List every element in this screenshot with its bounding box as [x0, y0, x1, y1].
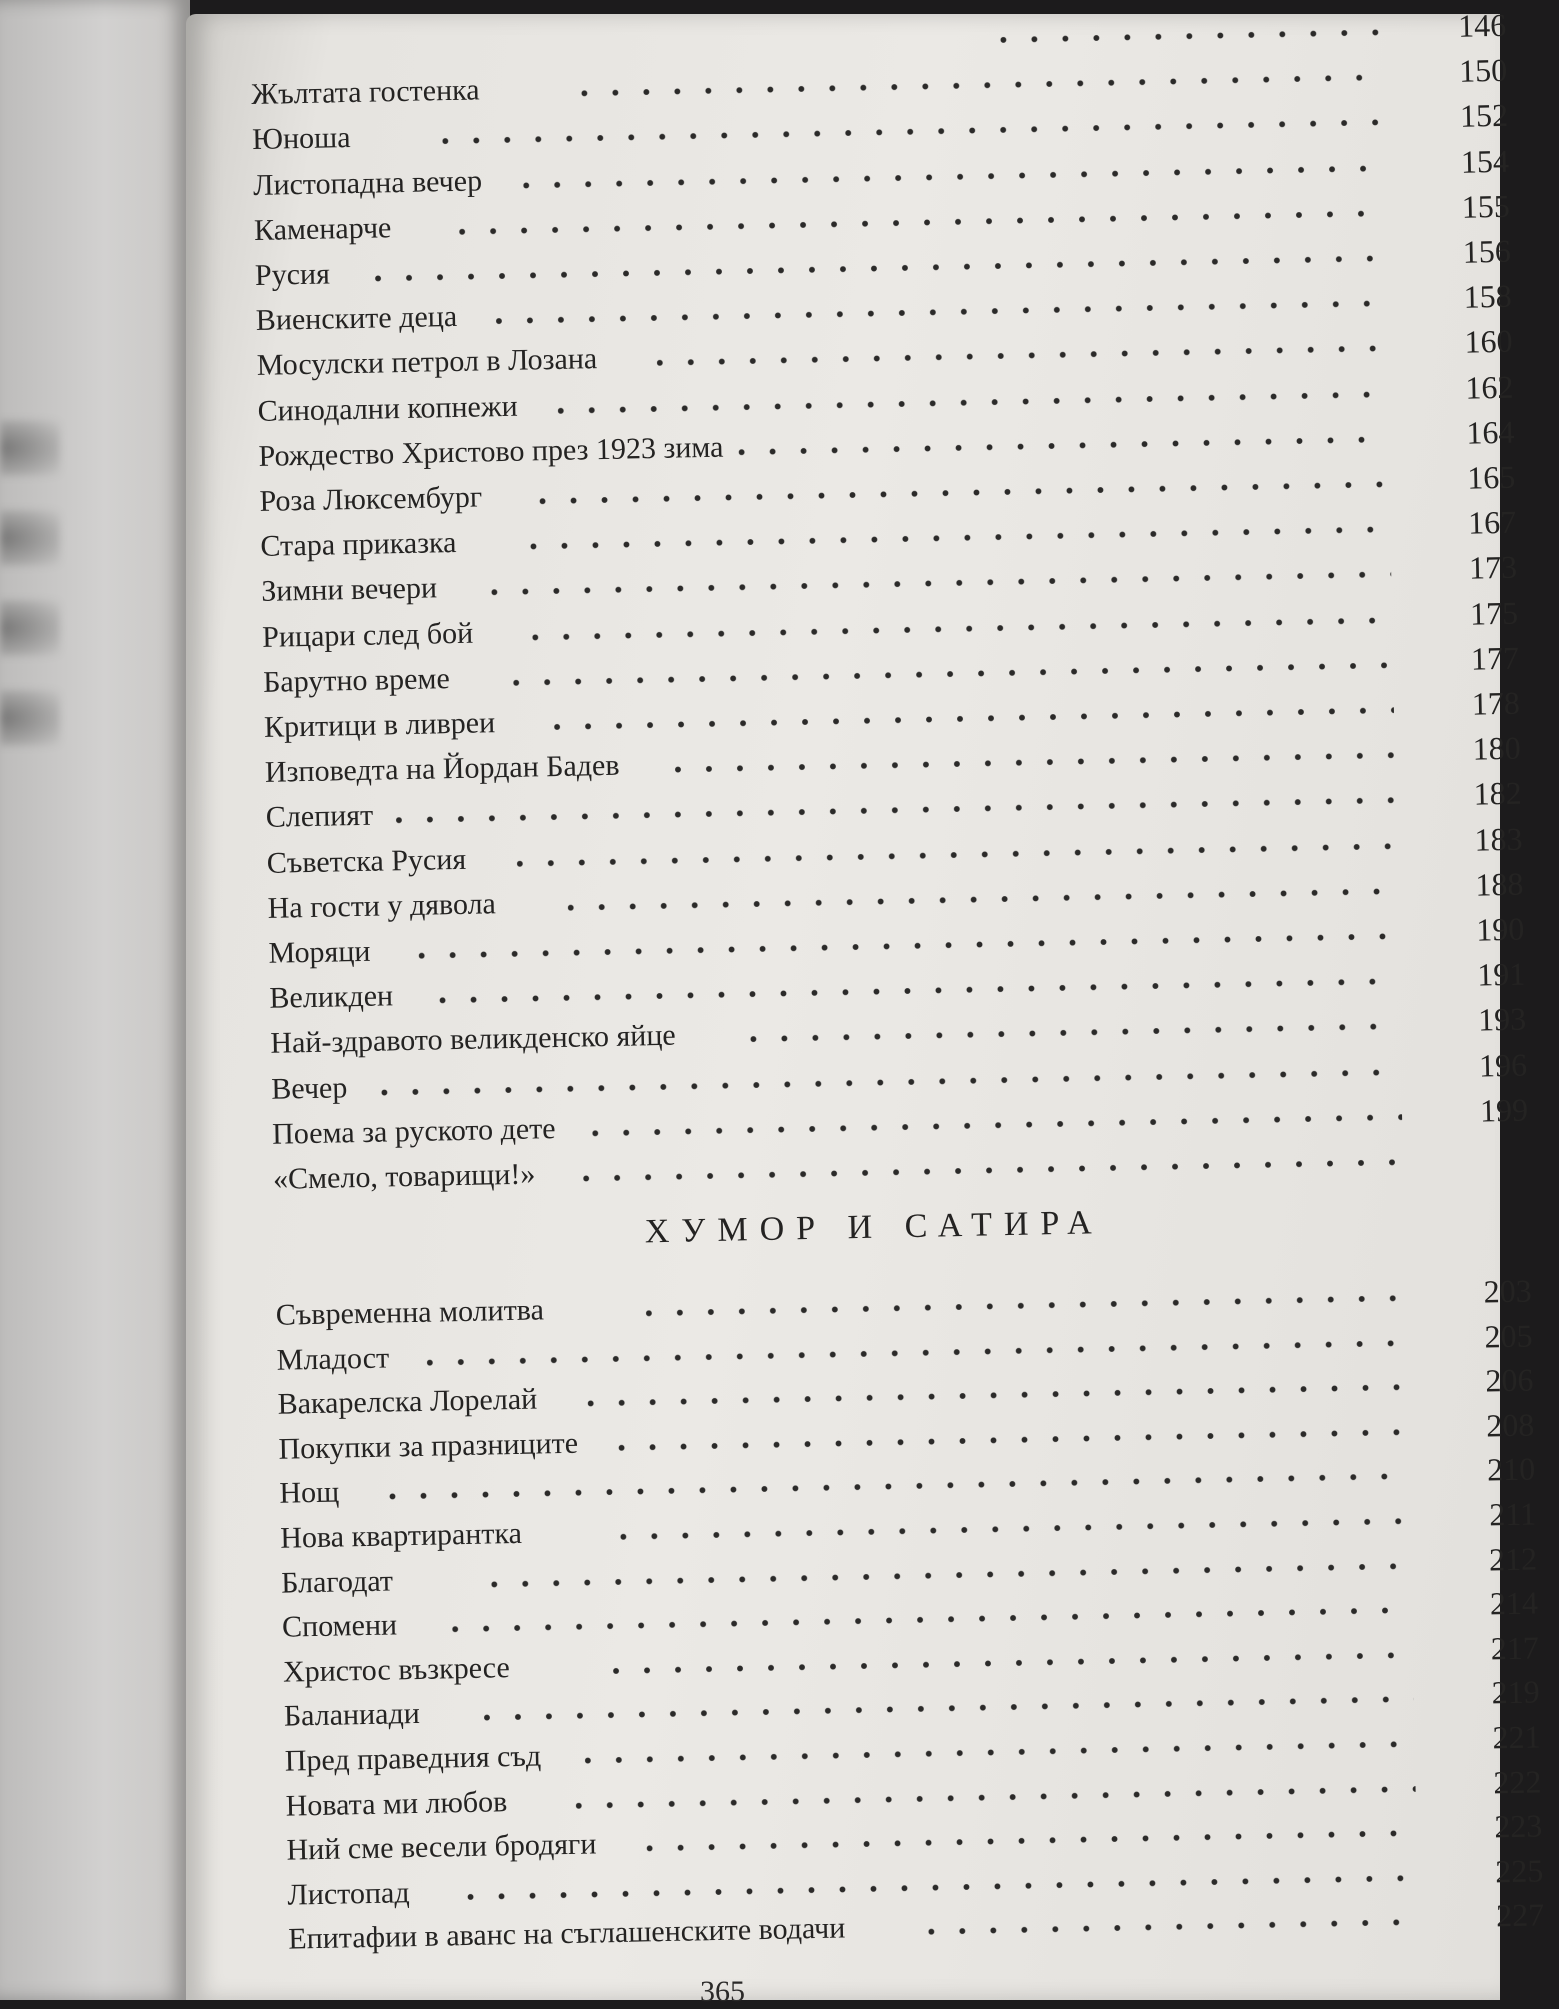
dot-leader [558, 391, 1388, 414]
toc-entry-title: «Смело, товарищи!» [272, 1157, 536, 1196]
toc-entry-page: 219 [1491, 1673, 1541, 1711]
toc-entry-title: Барутно време [262, 661, 451, 699]
toc-entry-title: Съветска Русия [266, 842, 467, 880]
toc-entry-title: Критици в ливреи [263, 706, 496, 744]
toc-entry-title: Виенските деца [255, 300, 458, 338]
dot-leader [459, 210, 1384, 235]
dot-leader [619, 1429, 1409, 1451]
toc-entry-page: 212 [1488, 1540, 1538, 1578]
dot-leader [646, 1295, 1406, 1316]
dot-leader [592, 1114, 1402, 1136]
toc-entry-title: Моряци [268, 934, 371, 970]
toc-entry-title: Нова квартирантка [279, 1516, 523, 1555]
toc-entry-title: Юноша [251, 121, 351, 157]
dot-leader [657, 346, 1387, 367]
dot-leader [581, 74, 1381, 96]
toc-entry-page: 191 [1476, 955, 1526, 993]
toc-entry-page: 164 [1466, 413, 1515, 451]
toc-entry-page: 154 [1460, 142, 1510, 180]
dot-leader [396, 798, 1396, 824]
toc-entry-page: 225 [1494, 1852, 1544, 1890]
toc-entry-page: 162 [1465, 368, 1514, 406]
toc-entry-title: Жълтата гостенка [251, 73, 480, 112]
dot-leader [532, 617, 1392, 640]
page-number: 365 [700, 1975, 745, 2008]
toc-entry-page: 160 [1464, 323, 1513, 361]
toc-entry-title: Спомени [281, 1608, 398, 1644]
toc-entry-page: 205 [1484, 1317, 1533, 1355]
toc-entry-title: Баланиади [283, 1697, 421, 1734]
toc-entry-page [1418, 1135, 1528, 1137]
toc-entry-page: 222 [1493, 1763, 1542, 1800]
dot-leader [750, 1024, 1400, 1043]
dot-leader [375, 255, 1385, 281]
toc-entry-title: Нощ [279, 1475, 340, 1511]
toc-entry-page: 178 [1471, 684, 1521, 722]
toc-entry-title: Вечер [270, 1070, 348, 1106]
dot-leader [439, 978, 1399, 1003]
dot-leader [419, 933, 1399, 959]
toc-entry-page: 177 [1470, 639, 1520, 677]
toc-entry-page: 193 [1477, 1000, 1527, 1038]
toc-entry-page: 152 [1459, 97, 1509, 135]
right-page [186, 6, 1545, 2000]
dot-leader [467, 1875, 1417, 1900]
dot-leader [583, 1159, 1403, 1181]
left-page-print-bleed [0, 420, 60, 476]
dot-leader [523, 165, 1383, 188]
toc-entry-page: 227 [1495, 1896, 1545, 1934]
toc-entry-title: Каменарче [253, 211, 392, 247]
toc-entry-page: 183 [1474, 820, 1523, 858]
section-heading-humor-satire: ХУМОР И САТИРА [644, 1204, 1104, 1251]
toc-entry-title: Изповедта на Йордан Бадев [264, 748, 620, 790]
toc-entry-page: 165 [1466, 458, 1516, 496]
dot-leader [491, 572, 1391, 596]
toc-entry-page: 146 [1457, 6, 1507, 44]
toc-entry-page: 190 [1475, 910, 1525, 948]
toc-entry-title: Най-здравото великденско яйце [270, 1019, 676, 1061]
dot-leader [585, 1741, 1415, 1764]
toc-entry-title: Ний сме весели бродяги [286, 1827, 597, 1867]
toc-entry-page: 214 [1489, 1584, 1539, 1622]
toc-entry-page: 180 [1472, 729, 1522, 767]
dot-leader [1000, 29, 1380, 43]
toc-entry-title: Мосулски петрол в Лозана [256, 342, 598, 383]
toc-entry-title: Новата ми любов [285, 1784, 508, 1823]
left-page-print-bleed [0, 510, 60, 566]
toc-entry-title: Великден [269, 979, 394, 1015]
dot-leader [452, 1607, 1412, 1632]
toc-entry-page: 223 [1493, 1807, 1543, 1845]
dot-leader [739, 436, 1389, 455]
dot-leader [675, 752, 1395, 772]
dot-leader [539, 481, 1389, 504]
toc-entry-title: Слепият [265, 799, 374, 835]
dot-leader [381, 1069, 1401, 1095]
table-of-contents [250, 3, 1545, 1957]
left-page-print-bleed [0, 600, 60, 656]
dot-leader [517, 843, 1397, 867]
toc-entry-title: Съвременна молитва [275, 1293, 545, 1332]
toc-entry-title: Епитафии в аванс на съглашенските водачи [288, 1911, 846, 1957]
toc-entry-page: 221 [1492, 1718, 1541, 1756]
toc-entry-title: Стара приказка [260, 526, 457, 564]
toc-entry-page: 173 [1468, 549, 1518, 587]
toc-entry-page: 167 [1467, 503, 1517, 541]
toc-entry-title: Рицари след бой [261, 616, 474, 654]
dot-leader [588, 1384, 1408, 1406]
dot-leader [530, 526, 1390, 549]
toc-entry-title: Синодални копнежи [257, 389, 518, 428]
dot-leader [442, 120, 1382, 145]
dot-leader [427, 1340, 1407, 1366]
toc-entry-page: 210 [1486, 1450, 1536, 1488]
dot-leader [576, 1786, 1416, 1809]
toc-entry-page: 175 [1469, 594, 1519, 632]
toc-entry-title: Благодат [280, 1564, 394, 1600]
dot-leader [491, 1563, 1411, 1587]
toc-entry-page: 208 [1485, 1406, 1535, 1444]
toc-entry-title: На гости у дявола [267, 887, 497, 925]
toc-entry-title: Зимни вечери [260, 571, 438, 609]
toc-entry-title: Рождество Христово през 1923 зима [258, 430, 724, 473]
toc-entry-title: Поема за руското дете [271, 1111, 556, 1151]
toc-entry-title: Младост [276, 1341, 390, 1377]
toc-entry-page: 203 [1483, 1272, 1532, 1310]
toc-entry-page: 158 [1463, 277, 1512, 315]
toc-entry-page: 196 [1478, 1046, 1528, 1084]
dot-leader [613, 1652, 1413, 1674]
toc-entry-page: 156 [1462, 232, 1512, 270]
toc-entry-page: 206 [1485, 1361, 1534, 1399]
dot-leader [554, 707, 1394, 730]
toc-entry-title: Покупки за празниците [278, 1426, 579, 1466]
toc-entry-page: 188 [1475, 865, 1524, 903]
toc-entry-page: 199 [1479, 1091, 1529, 1129]
toc-entry-page: 150 [1458, 51, 1508, 89]
toc-entry-title: Листопад [287, 1875, 410, 1912]
toc-entry-title: Листопадна вечер [252, 163, 483, 202]
dot-leader [513, 662, 1393, 686]
toc-entry-page: 182 [1473, 775, 1522, 812]
toc-entry-title: Русия [254, 257, 331, 292]
dot-leader [496, 300, 1386, 324]
left-page [0, 0, 190, 2000]
dot-leader [389, 1473, 1409, 1499]
dot-leader [928, 1919, 1418, 1935]
dot-leader [484, 1696, 1414, 1721]
toc-entry-title: Христос възкресе [282, 1650, 511, 1689]
left-page-print-bleed [0, 690, 60, 746]
dot-leader [568, 888, 1398, 911]
toc-entry-page: 211 [1488, 1495, 1537, 1533]
toc-entry-title: Роза Люксембург [259, 480, 483, 518]
toc-entry-title: Пред праведния съд [284, 1739, 542, 1778]
toc-entry-title: Вакарелска Лорелай [277, 1382, 538, 1421]
dot-leader [647, 1830, 1417, 1851]
toc-entry-page: 155 [1461, 187, 1511, 225]
toc-entry-page: 217 [1490, 1629, 1540, 1667]
dot-leader [620, 1518, 1410, 1540]
